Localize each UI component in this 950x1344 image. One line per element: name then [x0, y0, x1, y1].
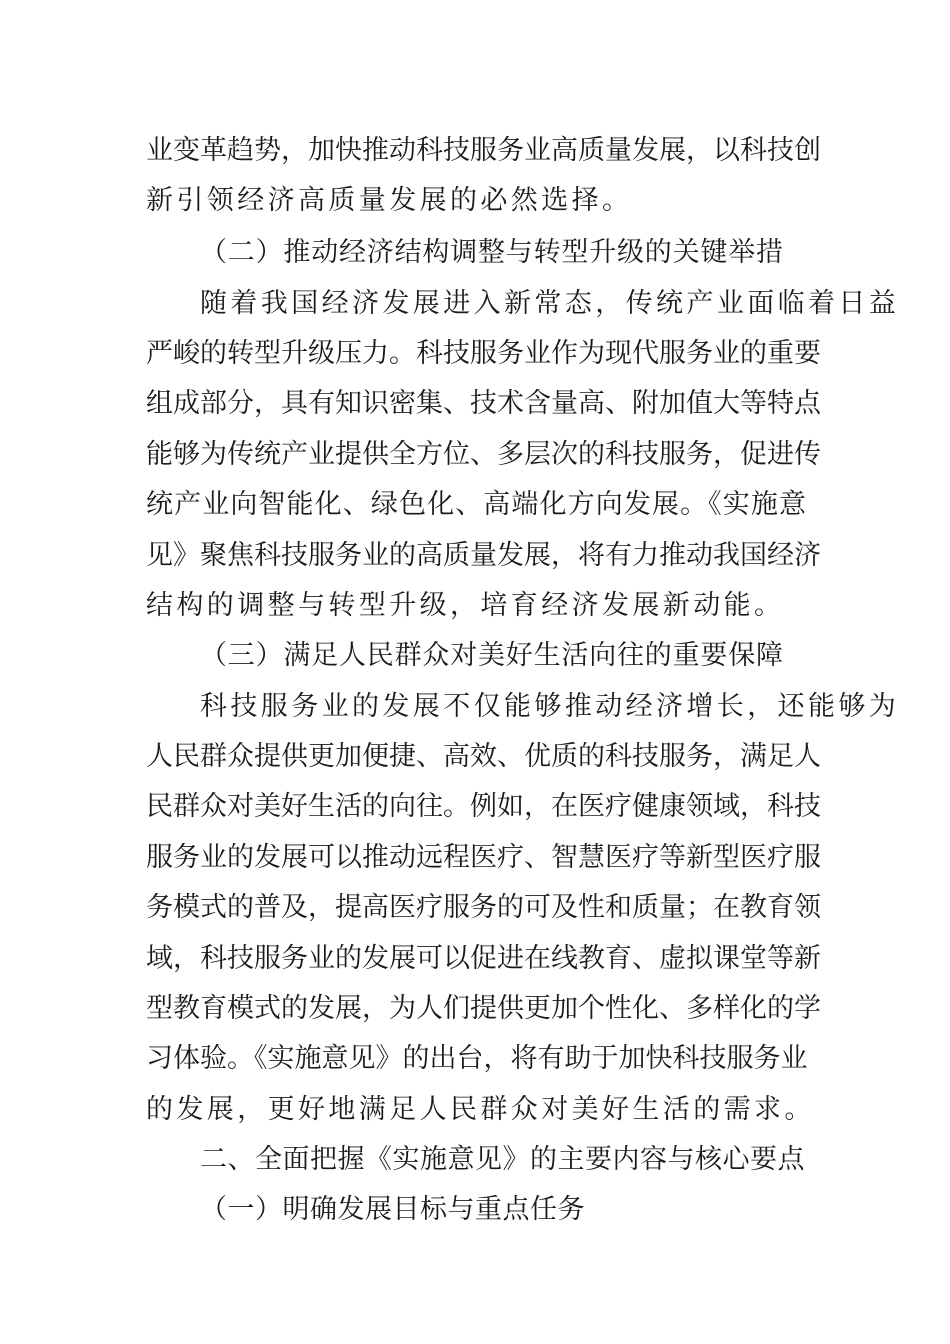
paragraph-line: 人民群众提供更加便捷、高效、优质的科技服务，满足人: [146, 741, 821, 772]
paragraph-line: 严峻的转型升级压力。科技服务业作为现代服务业的重要: [146, 338, 821, 369]
subsection-heading: （三）满足人民群众对美好生活向往的重要保障: [200, 640, 784, 671]
section-heading: 二、全面把握《实施意见》的主要内容与核心要点: [200, 1144, 805, 1175]
paragraph-line: 业变革趋势，加快推动科技服务业高质量发展，以科技创: [146, 135, 821, 166]
paragraph-line: 科技服务业的发展不仅能够推动经济增长，还能够为: [200, 691, 900, 722]
paragraph-line: 新引领经济高质量发展的必然选择。: [146, 185, 633, 216]
subsection-heading: （二）推动经济结构调整与转型升级的关键举措: [200, 237, 784, 268]
paragraph-line: 组成部分，具有知识密集、技术含量高、附加值大等特点: [146, 388, 821, 419]
paragraph-line: 统产业向智能化、绿色化、高端化方向发展。《实施意: [146, 489, 806, 520]
paragraph-line: 型教育模式的发展，为人们提供更加个性化、多样化的学: [146, 993, 821, 1024]
paragraph-line: 域，科技服务业的发展可以促进在线教育、虚拟课堂等新: [146, 943, 821, 974]
paragraph-line: 民群众对美好生活的向往。例如，在医疗健康领域，科技: [146, 791, 821, 822]
paragraph-line: 习体验。《实施意见》的出台，将有助于加快科技服务业: [146, 1043, 808, 1074]
paragraph-line: 服务业的发展可以推动远程医疗、智慧医疗等新型医疗服: [146, 842, 821, 873]
paragraph-line: 见》聚焦科技服务业的高质量发展，将有力推动我国经济: [146, 540, 821, 571]
paragraph-line: 的发展，更好地满足人民群众对美好生活的需求。: [146, 1094, 815, 1125]
paragraph-line: 能够为传统产业提供全方位、多层次的科技服务，促进传: [146, 439, 821, 470]
subsection-heading: （一）明确发展目标与重点任务: [200, 1194, 585, 1225]
paragraph-line: 务模式的普及，提高医疗服务的可及性和质量；在教育领: [146, 892, 821, 923]
paragraph-line: 随着我国经济发展进入新常态，传统产业面临着日益: [200, 288, 900, 319]
paragraph-line: 结构的调整与转型升级，培育经济发展新动能。: [146, 590, 785, 621]
